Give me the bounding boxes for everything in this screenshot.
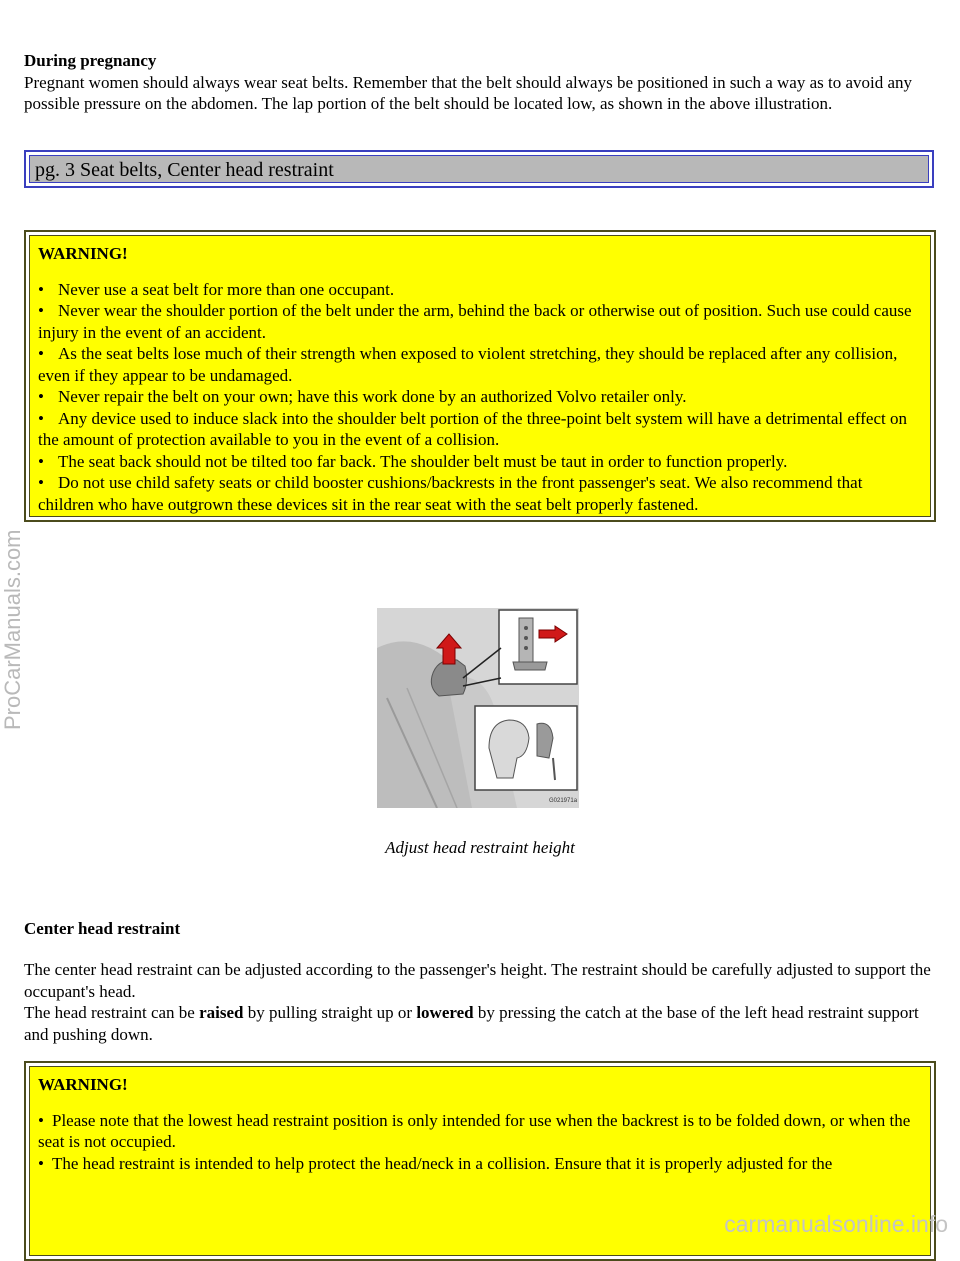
head-restraint-drawing — [377, 608, 579, 808]
lowered-term: lowered — [416, 1003, 474, 1022]
warning-item: • Please note that the lowest head restraint position is only intended for use when the backrest is to be folded down, or when the seat is not occupied. — [38, 1110, 911, 1151]
figure-code: G021971a — [549, 798, 578, 804]
pregnancy-heading: During pregnancy — [24, 51, 157, 70]
watermark-carmanualsonline: carmanualsonline.info — [724, 1211, 948, 1237]
center-paragraph-1: The center head restraint can be adjusted according to the passenger's height. The restraint should be carefully adjusted to support the occupant's head. — [24, 960, 931, 1001]
center-body — [24, 959, 936, 1045]
warning-item: • As the seat belts lose much of their strength when exposed to violent stretching, they should be replaced after any collision, even if they appear to be undamaged. — [38, 344, 898, 385]
warning-item: • Do not use child safety seats or child booster cushions/backrests in the front passenger's seat. We also recommend that children who have outgrown these devices sit in the rear seat with the seat belt properly fastened. — [38, 473, 863, 514]
watermark-procarmanuals: ProCarManuals.com — [0, 529, 25, 730]
warning-item: • Any device used to induce slack into the shoulder belt portion of the three-point belt system will have a detrimental effect on the amount of protection available to you in the event of a collision. — [38, 408, 907, 449]
warning-item: • Never wear the shoulder portion of the belt under the arm, behind the back or otherwise out of position. Such use could cause injury in the event of an accident. — [38, 301, 912, 342]
warning-item: • Never use a seat belt for more than one occupant. — [38, 279, 395, 299]
warning-title: WARNING! — [38, 1075, 128, 1094]
pregnancy-body: Pregnant women should always wear seat belts. Remember that the belt should always be positioned in such a way as to avoid any possible pressure on the abdomen. The lap portion of the belt should be located low, as shown in the above illustration. — [24, 72, 913, 113]
pregnancy-section — [24, 50, 936, 115]
section-header-title: pg. 3 Seat belts, Center head restraint — [29, 155, 929, 183]
center-paragraph-2: The head restraint can be raised by pulling straight up or lowered by pressing the catch at the base of the left head restraint support and pushing down. — [24, 1003, 919, 1044]
warning-box-seat-belts — [24, 230, 936, 522]
head-restraint-illustration — [377, 608, 579, 808]
warning-list — [38, 279, 922, 516]
figure-caption: Adjust head restraint height — [385, 838, 575, 857]
warning-item: • The head restraint is intended to help protect the head/neck in a collision. Ensure that it is properly adjusted for the — [38, 1153, 833, 1173]
warning-item: • Never repair the belt on your own; have this work done by an authorized Volvo retailer only. — [38, 387, 687, 406]
warning-item: • The seat back should not be tilted too far back. The shoulder belt must be taut in order to function properly. — [38, 451, 788, 471]
warning-list — [38, 1110, 922, 1175]
warning-title: WARNING! — [38, 244, 128, 263]
section-header — [24, 150, 934, 188]
center-heading: Center head restraint — [24, 919, 181, 938]
raised-term: raised — [199, 1003, 244, 1022]
